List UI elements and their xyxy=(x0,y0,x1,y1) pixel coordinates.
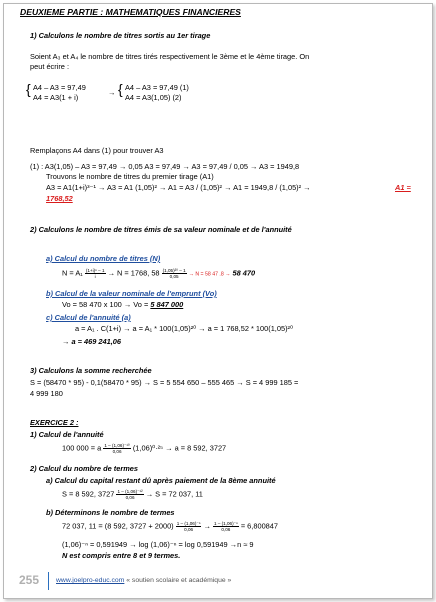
system-arrow: → xyxy=(108,88,116,97)
s1-calc2: A3 = A1(1+i)³⁻¹ → A3 = A1 (1,05)² → A1 = A3 / (1,05)² → A1 = 1949,8 / (1,05)² → xyxy=(46,183,311,192)
footer-link[interactable]: www.joelpro-educ.com xyxy=(56,577,125,584)
s2c-line2: → a = 469 241,06 xyxy=(62,337,121,346)
s3-line1: S = (58470 * 95) - 0,1(58470 * 95) → S = 5 554 650 – 555 465 → S = 4 999 185 = xyxy=(30,378,299,387)
system-brace-right: { xyxy=(118,81,123,97)
s2c-line1: a = A₁ . C(1+i) → a = A₁ * 100(1,05)²⁰ → a = 1 768,52 * 100(1,05)²⁰ xyxy=(75,324,293,333)
exercise-2-title: EXERCICE 2 : xyxy=(30,418,79,427)
ex2-heading-2: 2) Calcul du nombre de termes xyxy=(30,464,139,473)
footer-text: www.joelpro-educ.com « soutien scolaire et académique » xyxy=(56,577,232,584)
s1-result-label: A1 = xyxy=(395,183,411,192)
system1-eq1: A4 – A3 = 97,49 xyxy=(33,83,86,92)
ex2-line5: N est compris entre 8 et 9 termes. xyxy=(62,551,181,560)
ex2-line3: 72 037, 11 = (8 592, 3727 + 2000) $\frac{\text{1 – (1,06)⁻ⁿ}}{0,06}$ → $\frac{\text{1 – (1,06)⁻ⁿ}}{0,06}$ = 6,800847 xyxy=(62,521,279,532)
s2a-line: N = A₁ $\frac{\text{(1+i)ⁿ – 1}}{i}$ → N = 1768, 58 $\frac{\text{(1,05)²⁰ – 1}}{0,05}$ → N = 58 47 .8 → 58 470 xyxy=(62,268,256,279)
ex2-heading-2b: b) Déterminons le nombre de termes xyxy=(46,508,175,517)
system-brace-left: { xyxy=(26,81,31,97)
s1-find: Trouvons le nombre de titres du premier tirage (A1) xyxy=(46,172,214,181)
s1-intro-line2: peut écrire : xyxy=(30,62,70,71)
footer-divider xyxy=(48,572,49,590)
ex2-heading-1: 1) Calcul de l'annuité xyxy=(30,430,104,439)
page-title: DEUXIEME PARTIE : MATHEMATIQUES FINANCIERES xyxy=(20,7,241,17)
page-number: 255 xyxy=(19,573,40,587)
ex2-line2: S = 8 592, 3727 $\frac{\text{1 – (1,06)⁻¹²}}{0,06}$ → S = 72 037, 11 xyxy=(62,489,203,500)
ex2-line4: (1,06)⁻ⁿ = 0,591949 → log (1,06)⁻ⁿ = log 0,591949 →n ≈ 9 xyxy=(62,540,254,549)
s2a-heading: a) Calcul du nombre de titres (N) xyxy=(46,254,161,263)
s1-result-value: 1768,52 xyxy=(46,194,73,203)
ex2-heading-2a: a) Calcul du capital restant dû après paiement de la 8ème annuité xyxy=(46,476,276,485)
s2b-line: Vo = 58 470 x 100 → Vo = 5 847 000 xyxy=(62,300,184,309)
system1-eq2: A4 = A3(1 + i) xyxy=(33,93,79,102)
system2-eq2: A4 = A3(1,05) (2) xyxy=(125,93,182,102)
s2c-heading: c) Calcul de l'annuité (a) xyxy=(46,313,131,322)
section-2-heading: 2) Calculons le nombre de titres émis de sa valeur nominale et de l'annuité xyxy=(30,225,292,234)
section-3-heading: 3) Calculons la somme recherchée xyxy=(30,366,152,375)
system2-eq1: A4 – A3 = 97,49 (1) xyxy=(125,83,189,92)
s2b-heading: b) Calcul de la valeur nominale de l'emprunt (Vo) xyxy=(46,289,217,298)
s1-calc1: (1) : A3(1,05) – A3 = 97,49 → 0,05 A3 = 97,49 → A3 = 97,49 / 0,05 → A3 = 1949,8 xyxy=(30,162,300,171)
section-1-heading: 1) Calculons le nombre de titres sortis au 1er tirage xyxy=(30,31,211,40)
s1-intro-line1: Soient A₃ et A₄ le nombre de titres tirés respectivement le 3ème et le 4ème tirage. On xyxy=(30,52,310,61)
s1-replace: Remplaçons A4 dans (1) pour trouver A3 xyxy=(30,146,164,155)
ex2-line1: 100 000 = a $\frac{\text{1 – (1,06)⁻¹⁰}}{0,06}$ (1,06)⁰·²⁵ → a = 8 592, 3727 xyxy=(62,443,227,454)
s3-line2: 4 999 180 xyxy=(30,389,63,398)
